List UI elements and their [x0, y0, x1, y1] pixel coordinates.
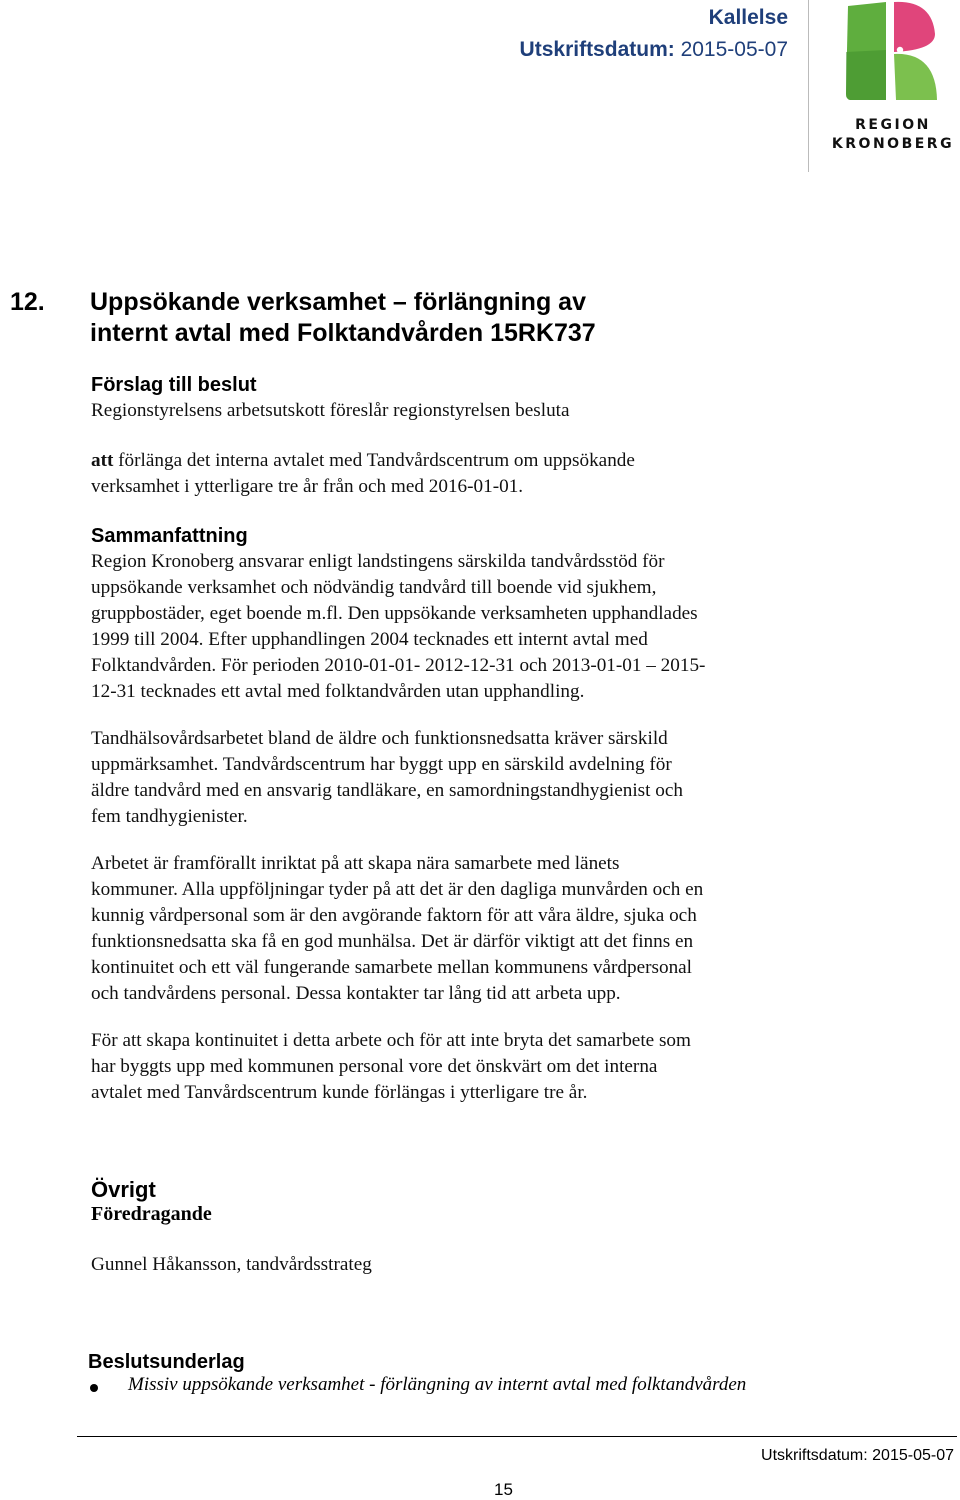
paragraph-line: uppsökande verksamhet och nödvändig tandvård till boende vid sjukhem, — [91, 577, 657, 598]
other-heading: Övrigt — [91, 1177, 156, 1202]
paragraph-line: och tandvårdens personal. Dessa kontakter tar lång tid att arbeta upp. — [91, 983, 621, 1004]
item-title — [90, 287, 710, 349]
basis-heading: Beslutsunderlag — [88, 1351, 245, 1373]
paragraph-line: gruppbostäder, eget boende m.fl. Den uppsökande verksamheten upphandlades — [91, 603, 698, 624]
item-title-line: internt avtal med Folktandvården 15RK737 — [90, 319, 596, 347]
region-kronoberg-logo-icon — [840, 0, 940, 106]
presenter-heading: Föredragande — [91, 1203, 212, 1225]
paragraph-line: uppmärksamhet. Tandvårdscentrum har byggt upp en särskild avdelning för — [91, 754, 672, 775]
bullet-icon — [90, 1384, 98, 1392]
paragraph-line: kunnig vårdpersonal som är den avgörande faktorn för att våra äldre, sjuka och — [91, 905, 697, 926]
logo-text-kronoberg: KRONOBERG — [831, 136, 955, 152]
logo-wordmark — [826, 116, 960, 154]
summary-paragraph-4 — [91, 1028, 806, 1106]
att-keyword: att — [91, 450, 114, 471]
paragraph-line: kommuner. Alla uppföljningar tyder på att det är den dagliga munvården och en — [91, 879, 704, 900]
paragraph-line: Folktandvården. För perioden 2010-01-01- 2012-12-31 och 2013-01-01 – 2015- — [91, 655, 706, 676]
paragraph-line: 1999 till 2004. Efter upphandlingen 2004 tecknades ett internt avtal med — [91, 629, 648, 650]
header-divider — [808, 0, 809, 172]
paragraph-line: För att skapa kontinuitet i detta arbete och för att inte bryta det samarbete som — [91, 1030, 691, 1051]
paragraph-line: äldre tandvård med en ansvarig tandläkare, en samordningstandhygienist och — [91, 780, 683, 801]
summary-heading: Sammanfattning — [91, 525, 248, 547]
paragraph-line: kontinuitet och ett väl fungerande samarbete mellan kommunens vårdpersonal — [91, 957, 693, 978]
summary-paragraph-1 — [91, 549, 806, 705]
paragraph-line: Tandhälsovårdsarbetet bland de äldre och funktionsnedsatta kräver särskild — [91, 728, 668, 749]
document-type: Kallelse — [708, 6, 788, 29]
paragraph-line: har byggts upp med kommunen personal vore det önskvärt om det interna — [91, 1056, 658, 1077]
item-title-line: Uppsökande verksamhet – förlängning av — [90, 288, 586, 316]
print-date-value: 2015-05-07 — [680, 38, 788, 61]
proposal-heading: Förslag till beslut — [91, 374, 257, 396]
att-text: förlänga det interna avtalet med Tandvårdscentrum om uppsökande — [113, 450, 635, 471]
paragraph-line: fem tandhygienister. — [91, 806, 248, 827]
paragraph-line: Arbetet är framförallt inriktat på att skapa nära samarbete med länets — [91, 853, 620, 874]
logo-text-region: REGION — [855, 117, 931, 133]
proposal-att-clause — [91, 448, 806, 500]
proposal-intro: Regionstyrelsens arbetsutskott föreslår regionstyrelsen besluta — [91, 400, 570, 421]
att-text-line2: verksamhet i ytterligare tre år från och med 2016-01-01. — [91, 476, 524, 497]
summary-paragraph-2 — [91, 726, 806, 830]
item-number: 12. — [10, 288, 45, 316]
presenter-name: Gunnel Håkansson, tandvårdsstrateg — [91, 1254, 372, 1275]
basis-attachment-link[interactable]: Missiv uppsökande verksamhet - förlängning av internt avtal med folktandvården — [128, 1374, 747, 1395]
summary-paragraph-3 — [91, 851, 806, 1007]
paragraph-line: Region Kronoberg ansvarar enligt landstingens särskilda tandvårdsstöd för — [91, 551, 665, 572]
footer-divider — [77, 1436, 957, 1437]
paragraph-line: avtalet med Tanvårdscentrum kunde förlängas i ytterligare tre år. — [91, 1082, 588, 1103]
header-print-date — [520, 38, 788, 62]
footer-print-date: Utskriftsdatum: 2015-05-07 — [761, 1447, 954, 1464]
page-number: 15 — [494, 1480, 513, 1499]
print-date-label: Utskriftsdatum: — [519, 38, 675, 61]
paragraph-line: funktionsnedsatta ska få en god munhälsa. Det är därför viktigt att det finns en — [91, 931, 694, 952]
paragraph-line: 12-31 tecknades ett avtal med folktandvården utan upphandling. — [91, 681, 585, 702]
